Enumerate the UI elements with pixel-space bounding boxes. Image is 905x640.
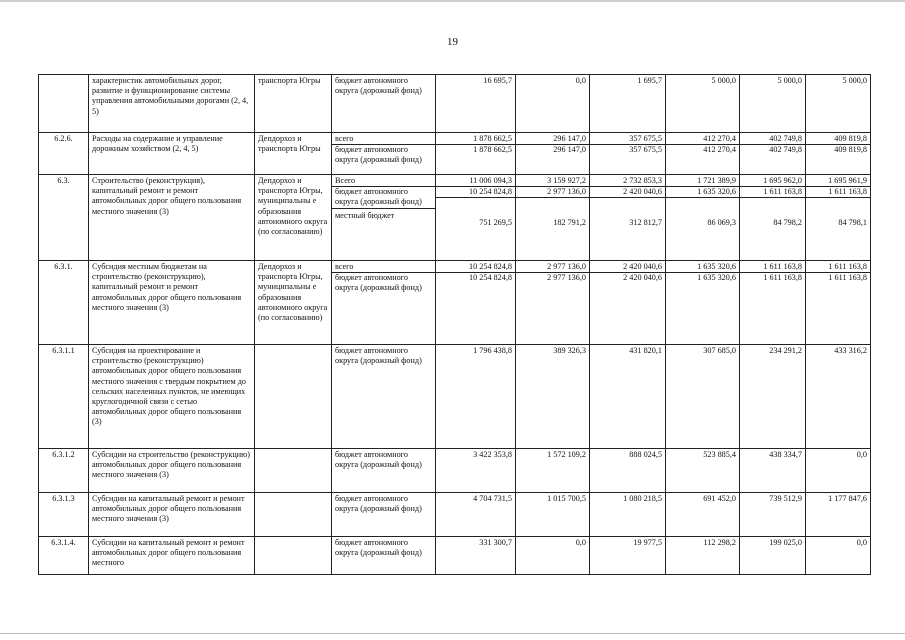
amount-cell xyxy=(436,537,516,575)
amount-value: 331 300,7 xyxy=(479,538,512,547)
amount-value: 1 611 163,8 xyxy=(806,186,871,197)
amount-value: 0,0 xyxy=(856,450,867,459)
amount-value: 1 796 438,8 xyxy=(473,346,512,355)
funding-source-cell xyxy=(332,537,436,575)
amount-value: 1 635 320,6 xyxy=(666,272,740,283)
amount-value: 199 025,0 xyxy=(769,538,802,547)
funding-source-label: всего xyxy=(335,262,354,271)
amount-value: 523 885,4 xyxy=(703,450,736,459)
funding-source-cell xyxy=(332,449,436,493)
activity-name-cell: Строительство (реконструкция), капитальный ремонт и ремонт автомобильных дорог общего пользования местного значения (3) xyxy=(89,175,255,261)
amount-value: 1 080 218,5 xyxy=(623,494,662,503)
amount-value: 3 422 353,8 xyxy=(473,450,512,459)
activity-name-cell: Субсидии на капитальный ремонт и ремонт автомобильных дорог общего пользования местного xyxy=(89,537,255,575)
amount-value: 307 685,0 xyxy=(703,346,736,355)
amount-value: 1 695 961,9 xyxy=(828,176,867,185)
row-number-cell: 6.3.1.1 xyxy=(39,345,89,449)
amount-value: 412 270,4 xyxy=(666,144,740,155)
funding-source-label: бюджет автономного округа (дорожный фонд) xyxy=(332,144,435,165)
amount-value: 182 791,2 xyxy=(516,197,590,228)
amount-cell xyxy=(516,261,590,345)
amount-cell xyxy=(590,175,666,261)
amount-cell xyxy=(516,493,590,537)
amount-cell xyxy=(740,75,806,133)
funding-source-label: бюджет автономного округа (дорожный фонд) xyxy=(335,346,422,366)
amount-cell xyxy=(516,175,590,261)
amount-value: 10 254 824,8 xyxy=(469,262,512,271)
amount-value: 1 572 109,2 xyxy=(547,450,586,459)
amount-cell xyxy=(806,133,871,175)
amount-value: 84 798,2 xyxy=(740,197,806,228)
executor-cell xyxy=(255,537,332,575)
amount-value: 1 611 163,8 xyxy=(740,186,806,197)
executor-cell: транспорта Югры xyxy=(255,75,332,133)
executor-cell: Депдорхоз и транспорта Югры, муниципальны е образования автономного округа (по согласованию) xyxy=(255,175,332,261)
amount-value: 1 695,7 xyxy=(637,76,662,85)
budget-table xyxy=(38,74,871,575)
amount-cell xyxy=(590,493,666,537)
funding-source-label: бюджет автономного округа (дорожный фонд) xyxy=(335,450,422,470)
funding-source-label: Всего xyxy=(335,176,356,185)
amount-value: 1 611 163,8 xyxy=(763,262,802,271)
amount-value: 4 704 731,5 xyxy=(473,494,512,503)
amount-value: 409 819,8 xyxy=(806,144,871,155)
amount-value: 2 977 136,0 xyxy=(547,262,586,271)
table-row xyxy=(39,175,871,261)
amount-cell xyxy=(436,345,516,449)
amount-value: 1 611 163,8 xyxy=(828,262,867,271)
amount-cell xyxy=(806,345,871,449)
amount-value: 1 611 163,8 xyxy=(806,272,871,283)
amount-cell xyxy=(436,175,516,261)
amount-cell xyxy=(666,175,740,261)
funding-source-cell xyxy=(332,345,436,449)
amount-cell xyxy=(740,133,806,175)
table-row xyxy=(39,261,871,345)
amount-value: 112 298,2 xyxy=(703,538,736,547)
table-row xyxy=(39,537,871,575)
amount-value: 1 695 962,0 xyxy=(763,176,802,185)
amount-cell xyxy=(590,75,666,133)
amount-cell xyxy=(516,75,590,133)
activity-name-cell: Расходы на содержание и управление дорожным хозяйством (2, 4, 5) xyxy=(89,133,255,175)
amount-cell xyxy=(516,133,590,175)
table-row xyxy=(39,75,871,133)
row-number-cell: 6.3.1.3 xyxy=(39,493,89,537)
amount-value: 1 177 847,6 xyxy=(828,494,867,503)
funding-source-cell xyxy=(332,493,436,537)
amount-cell xyxy=(666,75,740,133)
amount-cell xyxy=(740,175,806,261)
funding-source-label: бюджет автономного округа (дорожный фонд) xyxy=(335,494,422,514)
amount-value: 11 006 094,3 xyxy=(469,176,512,185)
amount-cell xyxy=(516,537,590,575)
amount-cell xyxy=(436,261,516,345)
amount-value: 2 977 136,0 xyxy=(516,186,590,197)
row-number-cell: 6.2.6. xyxy=(39,133,89,175)
table-body xyxy=(39,75,871,575)
row-number-cell: 6.3. xyxy=(39,175,89,261)
amount-value: 739 512,9 xyxy=(769,494,802,503)
amount-cell xyxy=(590,133,666,175)
amount-value: 402 749,8 xyxy=(769,134,802,143)
amount-cell xyxy=(740,493,806,537)
amount-cell xyxy=(806,75,871,133)
amount-value: 5 000,0 xyxy=(777,76,802,85)
amount-value: 2 420 040,6 xyxy=(590,272,666,283)
amount-cell xyxy=(666,493,740,537)
row-number-cell xyxy=(39,75,89,133)
amount-value: 0,0 xyxy=(575,538,586,547)
row-number-cell: 6.3.1.4. xyxy=(39,537,89,575)
amount-value: 1 878 662,5 xyxy=(473,134,512,143)
activity-name-cell: характеристик автомобильных дорог, развитие и функционирование системы управления автомобильными дорогами (2, 4, 5) xyxy=(89,75,255,133)
amount-value: 86 069,3 xyxy=(666,197,740,228)
amount-cell xyxy=(666,449,740,493)
amount-value: 312 812,7 xyxy=(590,197,666,228)
amount-cell xyxy=(590,537,666,575)
amount-cell xyxy=(590,449,666,493)
amount-value: 0,0 xyxy=(856,538,867,547)
amount-value: 1 721 389,9 xyxy=(697,176,736,185)
amount-cell xyxy=(516,345,590,449)
amount-value: 10 254 824,8 xyxy=(436,186,516,197)
funding-source-cell xyxy=(332,133,436,175)
funding-source-cell xyxy=(332,261,436,345)
page-number: 19 xyxy=(447,36,458,48)
amount-value: 1 015 700,5 xyxy=(547,494,586,503)
amount-value: 3 159 927,2 xyxy=(547,176,586,185)
amount-cell xyxy=(740,261,806,345)
amount-value: 1 635 320,6 xyxy=(666,186,740,197)
amount-value: 751 269,5 xyxy=(436,197,516,228)
activity-name-cell: Субсидии на строительство (реконструкцию) автомобильных дорог общего пользования местного значения (3) xyxy=(89,449,255,493)
amount-cell xyxy=(806,175,871,261)
row-number-cell: 6.3.1. xyxy=(39,261,89,345)
scan-top-edge xyxy=(0,0,905,2)
amount-value: 2 420 040,6 xyxy=(623,262,662,271)
amount-cell xyxy=(806,493,871,537)
executor-cell xyxy=(255,345,332,449)
amount-value: 431 820,1 xyxy=(629,346,662,355)
amount-value: 433 316,2 xyxy=(834,346,867,355)
table-row xyxy=(39,449,871,493)
amount-value: 1 878 662,5 xyxy=(436,144,516,155)
amount-value: 402 749,8 xyxy=(740,144,806,155)
funding-source-label: бюджет автономного округа (дорожный фонд) xyxy=(335,76,422,96)
amount-value: 438 334,7 xyxy=(769,450,802,459)
amount-cell xyxy=(740,345,806,449)
activity-name-cell: Субсидия на проектирование и строительство (реконструкцию) автомобильных дорог общего пользования местного значения с твердым покрытием до сельских населенных пунктов, не имеющих круглогодичной связи с сетью автомобильных дорог общего пользования (3) xyxy=(89,345,255,449)
amount-cell xyxy=(590,345,666,449)
amount-value: 409 819,8 xyxy=(834,134,867,143)
amount-cell xyxy=(436,133,516,175)
amount-cell xyxy=(806,449,871,493)
amount-value: 16 695,7 xyxy=(483,76,512,85)
amount-value: 84 798,1 xyxy=(806,197,871,228)
amount-cell xyxy=(590,261,666,345)
amount-value: 5 000,0 xyxy=(711,76,736,85)
amount-value: 296 147,0 xyxy=(553,134,586,143)
amount-value: 2 977 136,0 xyxy=(516,272,590,283)
row-number-cell: 6.3.1.2 xyxy=(39,449,89,493)
amount-value: 389 326,3 xyxy=(553,346,586,355)
amount-cell xyxy=(436,75,516,133)
amount-cell xyxy=(740,449,806,493)
amount-value: 412 270,4 xyxy=(703,134,736,143)
amount-value: 357 675,5 xyxy=(629,134,662,143)
activity-name-cell: Субсидия местным бюджетам на строительство (реконструкцию), капитальный ремонт и ремонт автомобильных дорог общего пользования местного значения (3) xyxy=(89,261,255,345)
amount-value: 357 675,5 xyxy=(590,144,666,155)
amount-cell xyxy=(436,449,516,493)
table-row xyxy=(39,493,871,537)
amount-cell xyxy=(436,493,516,537)
activity-name-cell: Субсидии на капитальный ремонт и ремонт автомобильных дорог общего пользования местного значения (3) xyxy=(89,493,255,537)
amount-cell xyxy=(666,261,740,345)
funding-source-cell xyxy=(332,75,436,133)
amount-value: 19 977,5 xyxy=(633,538,662,547)
amount-value: 0,0 xyxy=(575,76,586,85)
table-row xyxy=(39,133,871,175)
amount-value: 296 147,0 xyxy=(516,144,590,155)
amount-value: 2 732 853,3 xyxy=(623,176,662,185)
amount-cell xyxy=(666,345,740,449)
funding-source-label: бюджет автономного округа (дорожный фонд) xyxy=(335,538,422,558)
amount-value: 888 024,5 xyxy=(629,450,662,459)
table-row xyxy=(39,345,871,449)
executor-cell xyxy=(255,493,332,537)
amount-value: 691 452,0 xyxy=(703,494,736,503)
amount-value: 5 000,0 xyxy=(842,76,867,85)
amount-value: 1 611 163,8 xyxy=(740,272,806,283)
funding-source-label: бюджет автономного округа (дорожный фонд) xyxy=(332,272,435,293)
funding-source-label: бюджет автономного округа (дорожный фонд) xyxy=(332,186,435,207)
amount-cell xyxy=(740,537,806,575)
amount-cell xyxy=(666,537,740,575)
funding-source-label: всего xyxy=(335,134,354,143)
funding-source-label: местный бюджет xyxy=(332,208,435,221)
amount-value: 234 291,2 xyxy=(769,346,802,355)
amount-cell xyxy=(666,133,740,175)
amount-cell xyxy=(806,537,871,575)
funding-source-cell xyxy=(332,175,436,261)
amount-cell xyxy=(516,449,590,493)
amount-value: 10 254 824,8 xyxy=(436,272,516,283)
scan-bottom-edge xyxy=(0,633,905,634)
amount-value: 1 635 320,6 xyxy=(697,262,736,271)
executor-cell xyxy=(255,449,332,493)
executor-cell: Депдорхоз и транспорта Югры xyxy=(255,133,332,175)
amount-cell xyxy=(806,261,871,345)
executor-cell: Депдорхоз и транспорта Югры, муниципальны е образования автономного округа (по согласованию) xyxy=(255,261,332,345)
amount-value: 2 420 040,6 xyxy=(590,186,666,197)
